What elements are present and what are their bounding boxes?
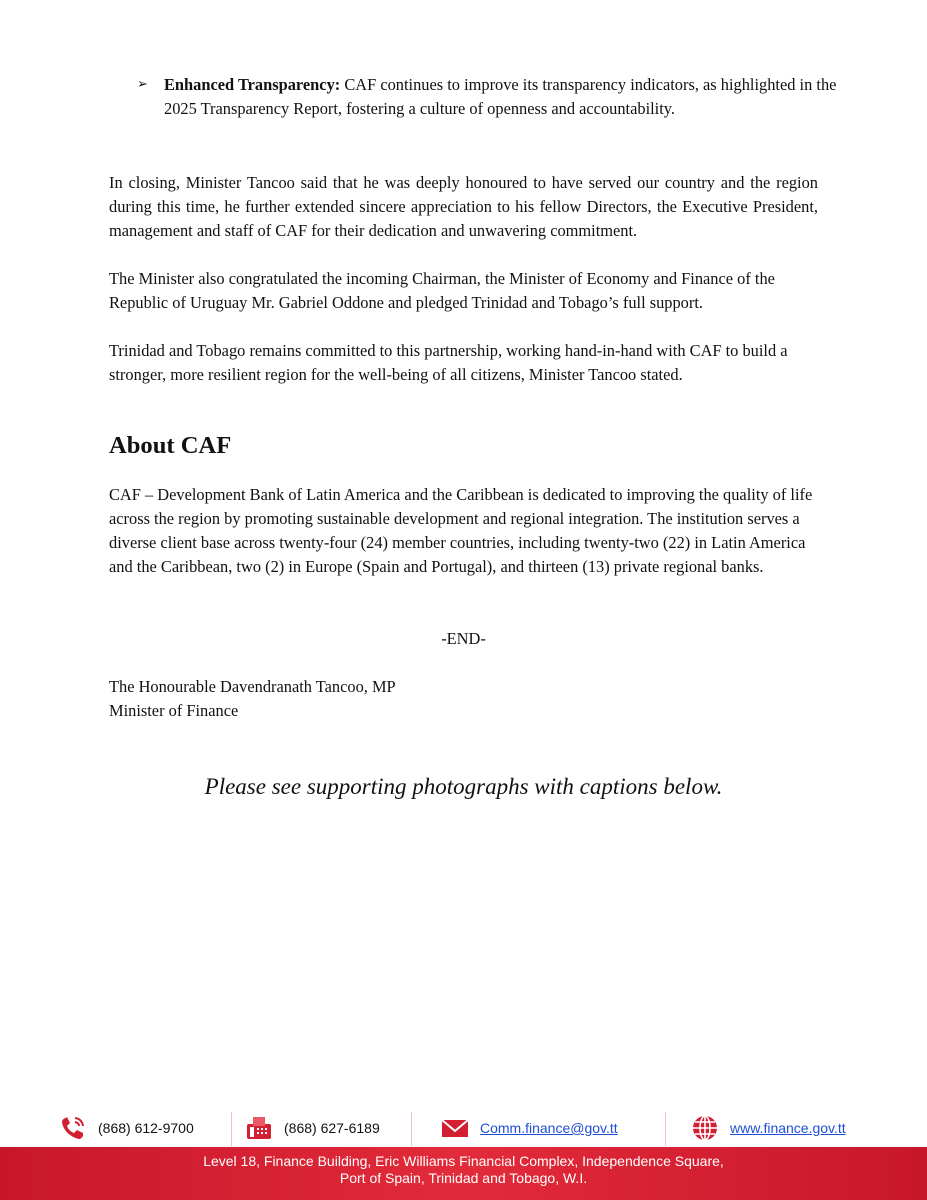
bullet-body: CAF continues to improve its transparency indicators, as highlighted in the 2025 Transparency Report, fostering a culture of openness and accountability. (164, 75, 837, 118)
footer-divider (411, 1112, 412, 1146)
signatory-title: Minister of Finance (109, 701, 239, 720)
email-link[interactable]: Comm.finance@gov.tt (480, 1120, 618, 1136)
commitment-paragraph: Trinidad and Tobago remains committed to this partnership, working hand-in-hand with CAF to build a stronger, more resilient region for the well-being of all citizens, Minister Tancoo stated. (109, 341, 788, 384)
footer-email[interactable] (440, 1110, 618, 1146)
bullet-label: Enhanced Transparency: (164, 75, 341, 94)
footer-address-bar (0, 1147, 927, 1200)
fax-icon (244, 1113, 274, 1143)
photographs-note: Please see supporting photographs with captions below. (204, 774, 723, 799)
footer-fax[interactable] (244, 1110, 380, 1146)
envelope-icon (440, 1113, 470, 1143)
phone-icon (58, 1113, 88, 1143)
address-line-2: Port of Spain, Trinidad and Tobago, W.I. (339, 1170, 588, 1186)
phone-number: (868) 612-9700 (98, 1120, 194, 1136)
globe-icon (690, 1113, 720, 1143)
congratulations-paragraph: The Minister also congratulated the incoming Chairman, the Minister of Economy and Finance of the Republic of Uruguay Mr. Gabriel Oddone and pledged Trinidad and Tobago’s full support. (109, 269, 775, 312)
footer-phone[interactable] (58, 1110, 194, 1146)
closing-paragraph: In closing, Minister Tancoo said that he was deeply honoured to have served our country and the region during this time, he further extended sincere appreciation to his fellow Directors, the Executive President, management and staff of CAF for their dedication and unwavering commitment. (109, 173, 818, 240)
footer-contacts (58, 1110, 878, 1146)
signatory-name: The Honourable Davendranath Tancoo, MP (109, 677, 396, 696)
fax-number: (868) 627-6189 (284, 1120, 380, 1136)
website-link[interactable]: www.finance.gov.tt (730, 1120, 846, 1136)
end-marker: -END- (441, 629, 486, 648)
signature-block (109, 675, 396, 723)
about-heading: About CAF (109, 432, 232, 459)
bullet-text (164, 73, 837, 121)
footer-website[interactable] (690, 1110, 846, 1146)
about-paragraph: CAF – Development Bank of Latin America and the Caribbean is dedicated to improving the quality of life across the region by promoting sustainable development and regional integration. The institution serves a diverse client base across twenty-four (24) member countries, including twenty-two (22) in Latin America and the Caribbean, two (2) in Europe (Spain and Portugal), and thirteen (13) private regional banks. (109, 485, 813, 576)
address-line-1: Level 18, Finance Building, Eric Williams Financial Complex, Independence Square, (203, 1153, 724, 1169)
bullet-item (137, 73, 837, 121)
footer-divider (231, 1112, 232, 1146)
arrow-bullet-icon: ➢ (137, 77, 148, 92)
footer-divider (665, 1112, 666, 1146)
